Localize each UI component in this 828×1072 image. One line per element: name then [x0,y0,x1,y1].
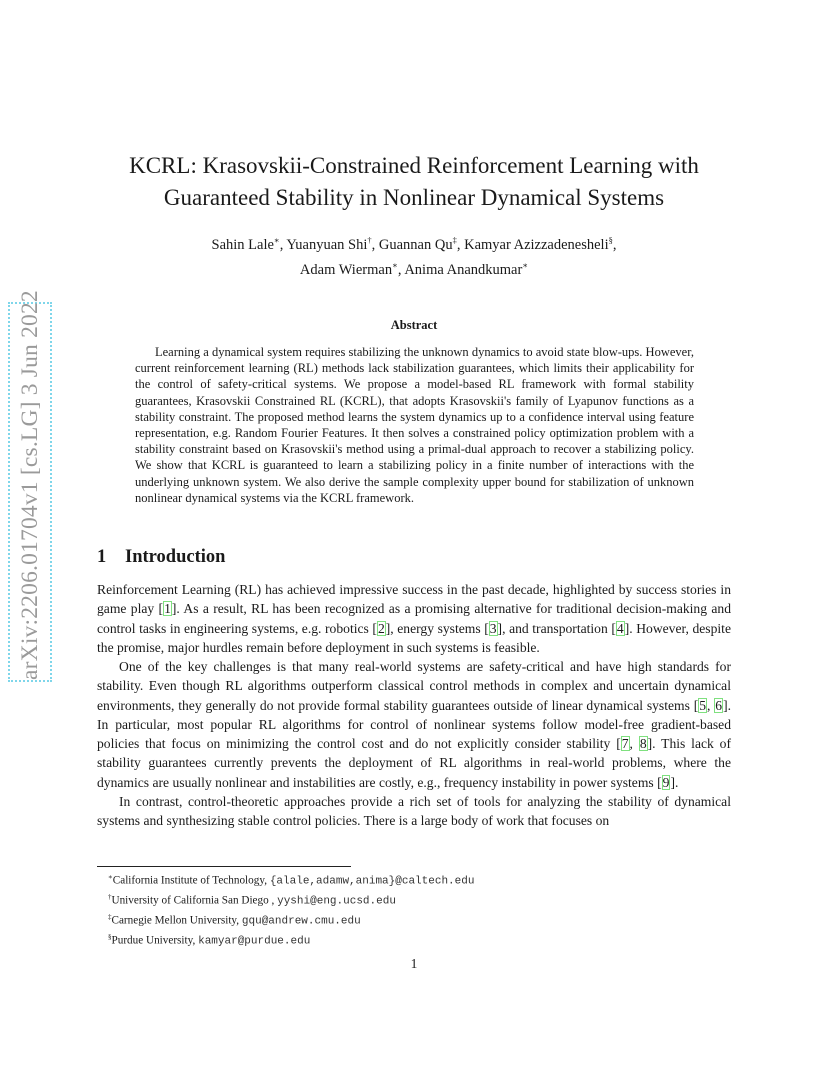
author-name: Anima Anandkumar [404,261,523,278]
author-name: Kamyar Azizzadenesheli [464,236,609,253]
footnote-mark: § [108,933,112,942]
affiliation-mark: ∗ [392,259,398,270]
footnotes [108,870,474,950]
text-run: . However, despite the promise, major hurdles remain before deployment in such systems is feasible. [97,620,731,655]
citation-link[interactable]: 3 [489,620,497,636]
author-line-1: Sahin Lale∗, Yuanyuan Shi†, Guannan Qu‡, Kamyar Azizzadenesheli§, [211,235,617,253]
footnote-text: Carnegie Mellon University, [111,914,242,927]
abstract-text [135,344,694,506]
affiliation-mark: † [367,235,372,245]
email-address[interactable]: kamyar@purdue.edu [198,935,311,948]
author-name: Yuanyuan Shi [286,236,368,253]
text-run: Reinforcement Learning (RL) has achieved impressive success in the past decade, highlighted by success stories in game play [97,582,731,617]
text-run: , and transportation [502,620,612,636]
introduction-body [97,580,731,830]
affiliation-mark: ∗ [522,259,529,270]
page-number: 1 [410,956,418,971]
text-run: , energy systems [390,620,485,636]
footnote-divider [97,866,351,867]
section-number: 1 [97,547,107,567]
section-title: Introduction [125,547,226,567]
footnote-text: Purdue University, [111,934,199,947]
text-run: . As a result, RL has been recognized as a promising alternative for traditional decision-making and control tasks in engineering systems, e.g. robotics [97,601,732,636]
text-run: . [674,774,679,790]
author-name: Adam Wierman [299,261,393,278]
footnote-mark: † [108,893,112,902]
footnote-text: California Institute of Technology, [112,874,270,887]
intro-paragraph-1: Reinforcement Learning (RL) has achieved impressive success in the past decade, highlighted by success stories in game play [1]. As a result, RL has been recognized as a promising alternative for traditional decision-making and control tasks in engineering systems, e.g. robotics [2], energy systems [3], and transportation [4]. However, despite the promise, major hurdles remain before deployment in such systems is feasible. [97,582,732,655]
email-address[interactable]: yyshi@eng.ucsd.edu [277,895,396,908]
intro-paragraph-2: One of the key challenges is that many real-world systems are safety-critical and have high standards for stability. Even though RL algorithms outperform classical control methods in complex and uncertain dynamical environments, they generally do not provide formal stability guarantees outside of linear dynamical systems [5, 6]. In particular, most popular RL algorithms for control of nonlinear systems follow model-free gradient-based policies that focus on minimizing the control cost and do not explicitly consider stability [7, 8]. This lack of stability guarantees currently prevents the deployment of RL algorithms in real-world problems, where the dynamics are usually nonlinear and instabilities are costly, e.g., frequency instability in power systems [9]. [97,659,732,790]
text-run: . In particular, most popular RL algorithms for control of nonlinear systems follow model-free gradient-based policies that focus on minimizing the control cost and do not explicitly consider stability [97,697,731,751]
citation-link[interactable]: 8 [639,736,647,751]
affiliation-mark: ∗ [273,235,280,245]
citation-link[interactable]: 9 [662,774,670,790]
title-line-2: Guaranteed Stability in Nonlinear Dynamical Systems [163,185,665,210]
email-address[interactable]: gqu@andrew.cmu.edu [241,915,361,928]
author-list [100,230,728,280]
citation-link[interactable]: 2 [377,620,385,636]
paper-title [100,150,728,214]
citation-link[interactable]: 5 [699,697,707,713]
footnote-mark: ∗ [108,873,113,881]
footnote-3 [108,910,474,930]
footnote-mark: ‡ [108,913,112,922]
title-line-1: KCRL: Krasovskii-Constrained Reinforcement Learning with [129,153,699,178]
footnote-text: University of California San Diego , [111,894,278,907]
abstract-paragraph: Learning a dynamical system requires stabilizing the unknown dynamics to avoid state blow-ups. However, current reinforcement learning (RL) methods lack stabilization guarantees, which limits their applicability for the control of safety-critical systems. We propose a model-based RL framework with formal stability guarantees, Krasovskii Constrained RL (KCRL), that adopts Krasovskii's family of Lyapunov functions as a stability constraint. The proposed method learns the system dynamics up to a confidence interval using feature representation, e.g. Random Fourier Features. It then solves a constrained policy optimization problem with a stability constraint based on Krasovskii's method using a primal-dual approach to recover a stabilizing policy. We show that KCRL is guaranteed to learn a stabilizing policy in a finite number of interactions with the underlying unknown system. We also derive the sample complexity upper bound for stabilization of unknown nonlinear dynamical systems via the KCRL framework. [135,345,694,505]
footnote-1 [108,870,474,890]
citation-link[interactable]: 6 [715,697,723,713]
section-heading [97,547,225,568]
author-name: Sahin Lale [211,236,274,253]
abstract-heading: Abstract [390,318,438,332]
citation-link[interactable]: 7 [621,736,629,751]
footnote-2 [108,890,474,910]
author-name: Guannan Qu [378,236,453,253]
intro-paragraph-3: In contrast, control-theoretic approaches provide a rich set of tools for analyzing the stability of dynamical systems and synthesizing stable control policies. There is a large body of work that focuses on [97,793,731,828]
footnote-4 [108,930,474,950]
author-line-2: Adam Wierman∗, Anima Anandkumar∗ [299,259,529,278]
text-run: . This lack of stability guarantees currently prevents the deployment of RL algorithms in real-world problems, where the dynamics are usually nonlinear and instabilities are costly, e.g., frequency instability in power systems [97,736,732,790]
text-run: One of the key challenges is that many real-world systems are safety-critical and have high standards for stability. Even though RL algorithms outperform classical control methods in complex and uncertain dynamical environments, they generally do not provide formal stability guarantees outside of linear dynamical systems [97,659,731,713]
affiliation-mark: § [608,235,613,245]
affiliation-mark: ‡ [452,235,457,245]
email-address[interactable]: {alale,adamw,anima}@caltech.edu [269,875,475,888]
citation-link[interactable]: 1 [164,601,171,617]
arxiv-identifier-stamp[interactable]: arXiv:2206.01704v1 [cs.LG] 3 Jun 2022 [8,302,52,682]
citation-link[interactable]: 4 [616,620,624,636]
